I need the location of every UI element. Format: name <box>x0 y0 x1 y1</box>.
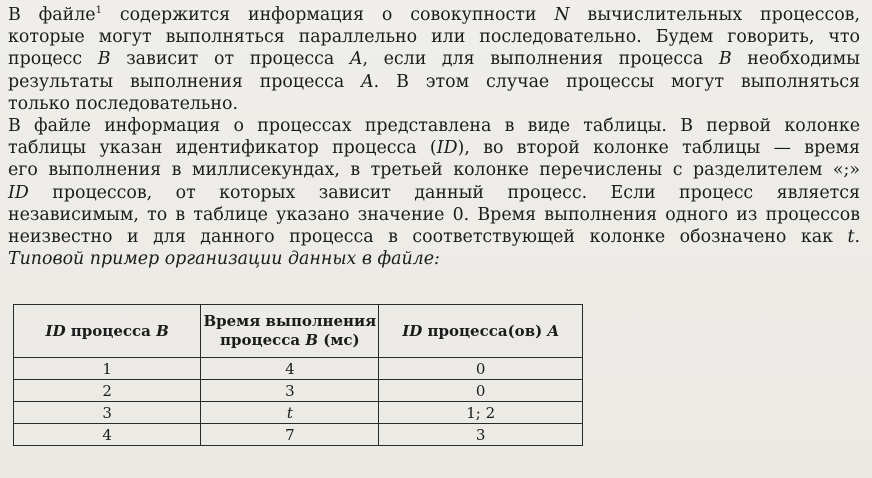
text-line: независимым, то в таблице указано значение 0. Время выполнения одного из процессов <box>8 204 860 225</box>
cell-deps: 3 <box>379 424 583 446</box>
header-process-id: ID процесса B <box>14 305 201 358</box>
cell-id: 1 <box>14 358 201 380</box>
cell-time: 4 <box>201 358 379 380</box>
table-caption: Типовой пример организации данных в файле: <box>8 249 440 270</box>
table-row <box>14 380 583 402</box>
text-line: В файле$^1$ содержится информация о совокупности N вычислительных процессов, <box>8 5 860 25</box>
text-line: процесс B зависит от процесса A, если для выполнения процесса B необходимы <box>8 49 861 70</box>
text-line: только последовательно. <box>8 93 238 114</box>
header-dependencies: ID процесса(ов) A <box>379 305 583 358</box>
text-line: ID процессов, от которых зависит данный процесс. Если процесс является <box>8 182 860 203</box>
text-line: его выполнения в миллисекундах, в третьей колонке перечислены с разделителем «;» <box>8 160 860 181</box>
table-row <box>14 358 583 380</box>
footnote-marker: 1 <box>95 5 102 17</box>
paragraph-2 <box>8 115 860 248</box>
table-row <box>14 402 583 424</box>
table-header-row <box>14 305 583 358</box>
text-line: В файле информация о процессах представлена в виде таблицы. В первой колонке <box>8 115 860 136</box>
text-line: таблицы указан идентификатор процесса (ID), во второй колонке таблицы — время <box>8 138 860 159</box>
cell-deps: 1; 2 <box>379 402 583 424</box>
cell-id: 4 <box>14 424 201 446</box>
header-execution-time: Время выполнения процесса B (мс) <box>201 305 379 358</box>
text-line: неизвестно и для данного процесса в соответствующей колонке обозначено как t. <box>8 226 860 247</box>
text-line: результаты выполнения процесса A. В этом случае процессы могут выполняться <box>8 71 860 92</box>
cell-time: 7 <box>201 424 379 446</box>
text-line: которые могут выполняться параллельно или последовательно. Будем говорить, что <box>8 27 860 48</box>
cell-time: t <box>201 402 379 424</box>
cell-deps: 0 <box>379 358 583 380</box>
process-table <box>13 304 583 446</box>
cell-id: 3 <box>14 402 201 424</box>
task-text <box>8 4 860 270</box>
cell-deps: 0 <box>379 380 583 402</box>
table-row <box>14 424 583 446</box>
cell-time: 3 <box>201 380 379 402</box>
paragraph-1 <box>8 4 860 115</box>
cell-id: 2 <box>14 380 201 402</box>
